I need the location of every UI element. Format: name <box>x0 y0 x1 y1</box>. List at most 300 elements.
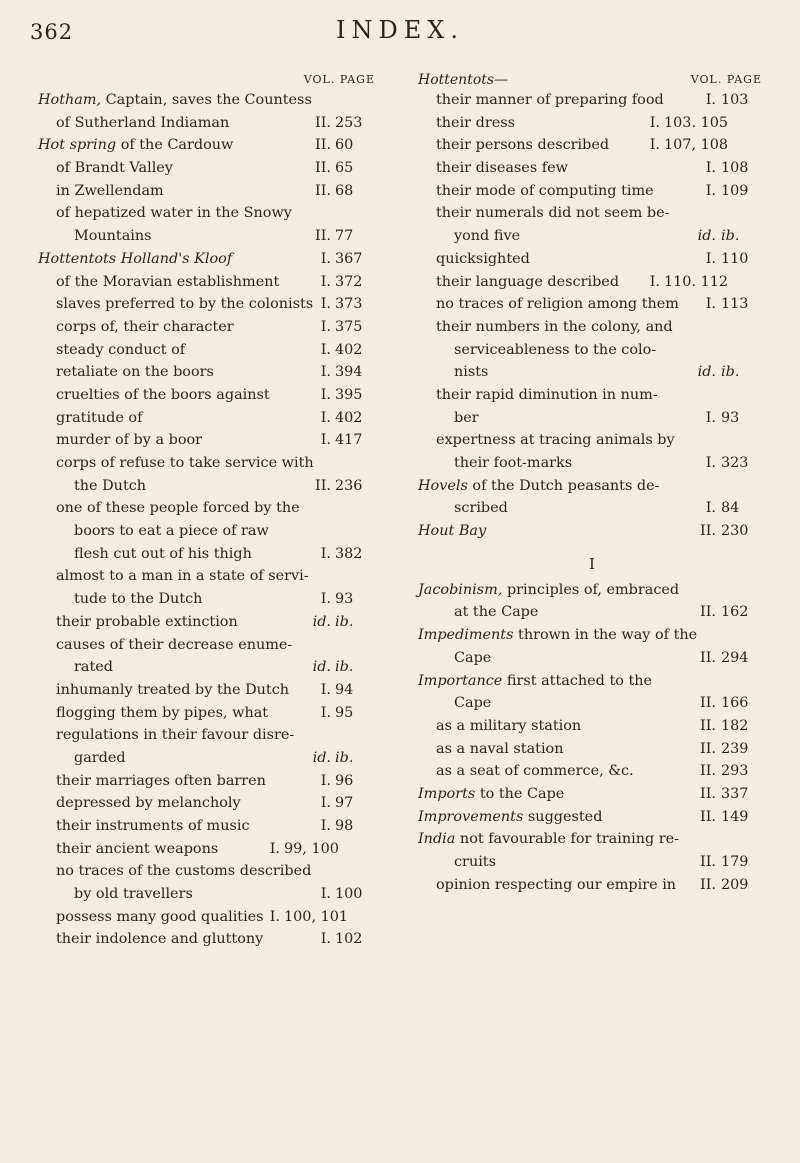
entry-description: murder of by a boor <box>56 432 203 449</box>
entry-text <box>418 271 619 294</box>
index-entry <box>38 271 379 294</box>
volume-ref: I. <box>705 455 716 471</box>
index-entry <box>418 715 766 738</box>
index-entry <box>38 611 379 634</box>
entry-description: their mode of computing time <box>436 182 654 199</box>
entry-description: the Dutch <box>74 477 147 494</box>
index-entry <box>418 180 766 203</box>
entry-text <box>418 738 564 761</box>
index-entry <box>38 248 379 271</box>
entry-description: Mountains <box>74 228 152 245</box>
page-ref: 293 <box>721 763 749 780</box>
entry-text <box>38 679 289 702</box>
page-ref: 109 <box>721 182 749 199</box>
page-number: 362 <box>30 20 74 44</box>
index-column-right <box>418 73 766 896</box>
volume-ref: II. <box>700 649 716 666</box>
running-head: INDEX. <box>336 16 464 44</box>
entry-description: flesh cut out of his thigh <box>74 545 252 562</box>
volume-ref: II. <box>700 808 716 825</box>
volume-ref: I. <box>269 908 280 925</box>
volume-ref: II. <box>700 740 716 757</box>
index-entry <box>418 316 766 339</box>
page-ref: 97 <box>335 795 354 812</box>
entry-text <box>418 407 479 430</box>
entry-description: serviceableness to the colo- <box>454 341 657 358</box>
entry-description: of Brandt Valley <box>56 160 173 177</box>
entry-description: their persons described <box>436 137 610 154</box>
entry-text <box>38 883 193 906</box>
entry-text <box>418 384 658 407</box>
entry-description: as a military station <box>436 717 582 734</box>
entry-description: their instruments of music <box>56 818 250 834</box>
page-ref: 372 <box>335 273 363 290</box>
entry-text <box>38 928 263 951</box>
page-ref: 100 <box>335 886 363 903</box>
entry-description: suggested <box>523 808 603 825</box>
volume-ref: I. <box>320 818 331 834</box>
volume-ref: II. <box>315 477 331 494</box>
volume-ref: I. <box>705 92 716 108</box>
entry-description: depressed by melancholy <box>56 795 241 812</box>
volume-ref: id. <box>312 749 331 766</box>
volume-ref: II. <box>700 717 716 734</box>
section-letter: I <box>589 554 595 573</box>
volume-ref: I. <box>320 931 331 948</box>
entry-description: cruits <box>454 854 496 870</box>
entry-text <box>38 634 292 657</box>
volume-ref: II. <box>315 228 331 245</box>
volume-ref: I. <box>320 772 331 789</box>
page-ref: 110 <box>721 250 749 267</box>
entry-description: no traces of the customs described <box>56 863 312 880</box>
entry-description: Captain, saves the Countess <box>101 92 312 108</box>
entry-description: ber <box>454 409 479 426</box>
volume-ref: I. <box>320 409 331 426</box>
page-ref: 182 <box>721 717 749 734</box>
entry-description: their numbers in the colony, and <box>436 318 673 335</box>
index-entry <box>418 520 766 543</box>
entry-description: thrown in the way of the <box>513 627 698 644</box>
index-entry <box>418 407 766 430</box>
volume-ref: I. <box>649 137 660 154</box>
index-entry <box>418 293 766 316</box>
volume-ref: II. <box>700 695 716 712</box>
entry-description: of the Dutch peasants de- <box>467 477 660 494</box>
entry-text <box>418 579 679 602</box>
entry-description: corps of, their character <box>56 318 234 335</box>
page-ref: 100, 101 <box>284 908 349 925</box>
entry-text <box>38 112 229 135</box>
entry-text <box>38 543 252 566</box>
volume-ref: I. <box>320 341 331 358</box>
entry-description: Cape <box>454 695 492 712</box>
entry-list-right <box>418 89 766 543</box>
page-ref: 166 <box>721 695 749 712</box>
page-ref: 96 <box>335 772 354 789</box>
page-ref: 60 <box>335 137 354 154</box>
entry-description: of hepatized water in the Snowy <box>56 205 292 222</box>
entry-description: tude to the Dutch <box>74 591 203 608</box>
volume-ref: II. <box>700 763 716 780</box>
entry-description: principles of, embraced <box>502 581 680 598</box>
index-entry <box>38 157 379 180</box>
entry-text <box>38 792 241 815</box>
index-entry <box>38 361 379 384</box>
entry-text <box>38 225 152 248</box>
entry-text <box>418 874 676 897</box>
entry-text <box>418 89 664 112</box>
entry-description: as a seat of commerce, &c. <box>436 763 634 780</box>
page-ref: ib. <box>721 364 740 381</box>
entry-text <box>418 715 581 738</box>
index-entry <box>418 624 766 647</box>
index-entry <box>38 407 379 430</box>
entry-description: causes of their decrease enume- <box>56 636 293 653</box>
entry-heading: Importance <box>418 672 503 689</box>
entry-description: their manner of preparing food <box>436 92 664 108</box>
page-ref: 323 <box>721 455 749 471</box>
entry-description: yond five <box>454 228 521 245</box>
entry-heading: Impediments <box>418 627 514 644</box>
entry-description: of Sutherland Indiaman <box>56 114 230 131</box>
index-entry <box>418 806 766 829</box>
index-entry <box>38 906 379 929</box>
entry-description: in Zwellendam <box>56 182 164 199</box>
volume-ref: I. <box>705 182 716 199</box>
entry-text <box>38 134 233 157</box>
index-entry <box>38 883 379 906</box>
entry-text <box>38 702 268 725</box>
index-entry <box>38 316 379 339</box>
entry-description: their dress <box>436 114 516 131</box>
entry-text <box>38 361 214 384</box>
entry-text <box>38 565 309 588</box>
index-entry <box>418 225 766 248</box>
index-entry <box>418 429 766 452</box>
volume-ref: I. <box>269 840 280 857</box>
entry-text <box>418 157 568 180</box>
page-ref: ib. <box>721 228 740 245</box>
index-entry <box>38 202 379 225</box>
volume-ref: II. <box>700 854 716 870</box>
index-entry <box>38 656 379 679</box>
entry-list-left <box>38 89 379 951</box>
index-entry <box>38 475 379 498</box>
entry-heading: Jacobinism, <box>418 581 503 598</box>
entry-text <box>418 475 660 498</box>
entry-text <box>38 157 173 180</box>
index-entry <box>38 89 379 112</box>
index-entry <box>418 202 766 225</box>
index-entry <box>418 361 766 384</box>
volume-ref: I. <box>705 250 716 267</box>
index-entry <box>38 339 379 362</box>
index-entry <box>418 248 766 271</box>
entry-description: their ancient weapons <box>56 840 219 857</box>
index-entry <box>38 634 379 657</box>
index-entry <box>418 134 766 157</box>
index-entry <box>418 692 766 715</box>
index-entry <box>38 679 379 702</box>
index-entry <box>418 475 766 498</box>
entry-description: to the Cape <box>475 785 565 802</box>
volume-ref: I. <box>320 795 331 812</box>
entry-description: flogging them by pipes, what <box>56 704 269 721</box>
index-entry <box>38 180 379 203</box>
entry-description: at the Cape <box>454 604 539 621</box>
entry-description: their rapid diminution in num- <box>436 386 658 403</box>
page-ref: 230 <box>721 523 749 540</box>
index-entry <box>418 89 766 112</box>
index-entry <box>418 647 766 670</box>
entry-text <box>418 760 634 783</box>
volume-ref: II. <box>700 876 716 893</box>
entry-text <box>38 520 269 543</box>
page-ref: 103 <box>721 92 749 108</box>
page-ref: 95 <box>335 704 354 721</box>
index-entry <box>418 384 766 407</box>
entry-text <box>418 316 673 339</box>
index-entry <box>418 157 766 180</box>
index-entry <box>38 520 379 543</box>
entry-text <box>418 783 564 806</box>
entry-description: opinion respecting our empire in <box>436 876 677 893</box>
index-entry <box>38 112 379 135</box>
entry-heading: Hottentots Holland's Kloof <box>38 250 233 267</box>
entry-text <box>418 112 515 135</box>
volume-ref: I. <box>705 500 716 517</box>
entry-description: one of these people forced by the <box>56 500 300 517</box>
page-ref: 394 <box>335 364 363 381</box>
entry-description: of the Cardouw <box>116 137 234 154</box>
page-ref: 107, 108 <box>664 137 729 154</box>
entry-text <box>418 806 602 829</box>
index-entry <box>38 384 379 407</box>
index-entry <box>38 815 379 838</box>
entry-text <box>418 339 656 362</box>
page-ref: 373 <box>335 296 363 313</box>
page-ref: 98 <box>335 818 354 834</box>
entry-text <box>38 497 300 520</box>
entry-heading: Hovels <box>418 477 468 494</box>
volume-ref: I. <box>320 886 331 903</box>
entry-description: quicksighted <box>436 250 530 267</box>
entry-text <box>38 202 292 225</box>
index-entry <box>418 738 766 761</box>
entry-text <box>418 601 538 624</box>
entry-description: regulations in their favour disre- <box>56 727 295 744</box>
entry-heading: India <box>418 831 456 848</box>
volume-ref: id. <box>697 364 716 381</box>
entry-description: first attached to the <box>502 672 653 689</box>
page-ref: 108 <box>721 160 749 177</box>
entry-heading: Hot spring <box>38 137 117 154</box>
entry-heading: Imports <box>418 785 476 802</box>
page-ref: 417 <box>335 432 363 449</box>
volume-ref: I. <box>320 318 331 335</box>
entry-text <box>418 180 654 203</box>
index-entry <box>38 747 379 770</box>
entry-text <box>418 202 669 225</box>
volume-ref: I. <box>320 386 331 403</box>
page-ref: 103. 105 <box>664 114 729 131</box>
entry-description: nists <box>454 364 489 381</box>
page-ref: 113 <box>721 296 749 313</box>
entry-list-right-i <box>418 579 766 897</box>
volume-ref: I. <box>649 273 660 290</box>
entry-description: cruelties of the boors against <box>56 386 270 403</box>
volume-ref: id. <box>312 613 331 630</box>
entry-text <box>38 384 270 407</box>
page-ref: 239 <box>721 740 749 757</box>
volume-ref: I. <box>649 114 660 131</box>
entry-text <box>418 828 679 851</box>
volume-ref: I. <box>320 681 331 698</box>
entry-text <box>418 134 609 157</box>
page-ref: ib. <box>335 613 354 630</box>
entry-description: expertness at tracing animals by <box>436 432 675 449</box>
index-entry <box>38 225 379 248</box>
volume-ref: id. <box>312 659 331 676</box>
entry-heading: Hotham, <box>38 92 102 108</box>
page-ref: 110. 112 <box>664 273 729 290</box>
entry-description: almost to a man in a state of servi- <box>56 568 309 585</box>
entry-text <box>418 692 491 715</box>
index-entry <box>38 928 379 951</box>
entry-text <box>418 851 496 874</box>
entry-description: boors to eat a piece of raw <box>74 523 269 540</box>
volume-ref: I. <box>705 160 716 177</box>
index-entry <box>418 760 766 783</box>
entry-description: by old travellers <box>74 886 193 903</box>
index-entry <box>418 497 766 520</box>
page-ref: 65 <box>335 160 354 177</box>
entry-description: steady conduct of <box>56 341 186 358</box>
entry-description: retaliate on the boors <box>56 364 214 381</box>
index-entry <box>38 770 379 793</box>
entry-text <box>38 293 313 316</box>
volume-ref: I. <box>320 704 331 721</box>
entry-text <box>38 770 266 793</box>
index-entry <box>418 828 766 851</box>
index-entry <box>418 601 766 624</box>
entry-text <box>38 407 142 430</box>
volume-ref: I. <box>320 432 331 449</box>
volume-ref: I. <box>705 409 716 426</box>
entry-text <box>418 624 697 647</box>
entry-text <box>38 89 312 112</box>
vol-page-header: VOL. PAGE <box>690 73 762 86</box>
index-entry <box>38 702 379 725</box>
index-entry <box>418 670 766 693</box>
index-entry <box>38 543 379 566</box>
index-entry <box>418 783 766 806</box>
entry-text <box>38 815 250 838</box>
volume-ref: II. <box>700 523 716 540</box>
entry-description: not favourable for training re- <box>455 831 680 848</box>
entry-text <box>38 906 264 929</box>
index-entry <box>38 792 379 815</box>
entry-text <box>418 647 491 670</box>
entry-text <box>418 670 652 693</box>
entry-text <box>418 293 679 316</box>
volume-ref: I. <box>320 273 331 290</box>
index-entry <box>418 851 766 874</box>
index-entry <box>38 565 379 588</box>
volume-ref: I. <box>320 545 331 562</box>
page-ref: 68 <box>335 182 354 199</box>
entry-description: garded <box>74 749 126 766</box>
entry-description: their marriages often barren <box>56 772 266 789</box>
entry-description: gratitude of <box>56 409 143 426</box>
entry-text <box>38 316 234 339</box>
entry-text <box>418 225 520 248</box>
index-entry <box>418 271 766 294</box>
entry-heading: Hout Bay <box>418 523 487 540</box>
index-entry <box>38 588 379 611</box>
index-entry <box>418 339 766 362</box>
volume-ref: II. <box>700 604 716 621</box>
entry-description: no traces of religion among them <box>436 296 679 313</box>
page-ref: 375 <box>335 318 363 335</box>
entry-description: rated <box>74 659 113 676</box>
volume-ref: II. <box>315 114 331 131</box>
page-ref: 149 <box>721 808 749 825</box>
entry-text <box>38 724 294 747</box>
volume-ref: II. <box>700 785 716 802</box>
volume-ref: I. <box>320 250 331 267</box>
entry-description: slaves preferred to by the colonists <box>56 296 314 313</box>
entry-text <box>38 838 218 861</box>
index-entry <box>38 429 379 452</box>
page-ref: ib. <box>335 659 354 676</box>
index-entry <box>38 860 379 883</box>
entry-text <box>38 747 126 770</box>
entry-description: their diseases few <box>436 160 568 177</box>
page-ref: 367 <box>335 250 363 267</box>
page-ref: 179 <box>721 854 749 870</box>
column-header-right <box>418 73 766 89</box>
entry-description: their foot-marks <box>454 455 573 471</box>
index-entry <box>418 874 766 897</box>
index-entry <box>38 293 379 316</box>
index-entry <box>38 452 379 475</box>
volume-ref: I. <box>705 296 716 313</box>
entry-text <box>38 588 202 611</box>
entry-description: corps of refuse to take service with <box>56 455 314 471</box>
page-ref: 382 <box>335 545 363 562</box>
entry-description: scribed <box>454 500 508 517</box>
entry-text <box>38 339 185 362</box>
entry-text <box>38 180 164 203</box>
index-entry <box>38 134 379 157</box>
entry-description: Cape <box>454 649 492 666</box>
index-entry <box>38 497 379 520</box>
page-ref: 395 <box>335 386 363 403</box>
page-ref: 162 <box>721 604 749 621</box>
entry-text <box>418 497 508 520</box>
page-ref: ib. <box>335 749 354 766</box>
index-column-left <box>38 73 379 951</box>
entry-description: possess many good qualities <box>56 908 264 925</box>
entry-text <box>418 429 675 452</box>
entry-description: inhumanly treated by the Dutch <box>56 681 290 698</box>
entry-description: of the Moravian establishment <box>56 273 280 290</box>
entry-description: their language described <box>436 273 620 290</box>
volume-ref: II. <box>315 182 331 199</box>
page-ref: 337 <box>721 785 749 802</box>
